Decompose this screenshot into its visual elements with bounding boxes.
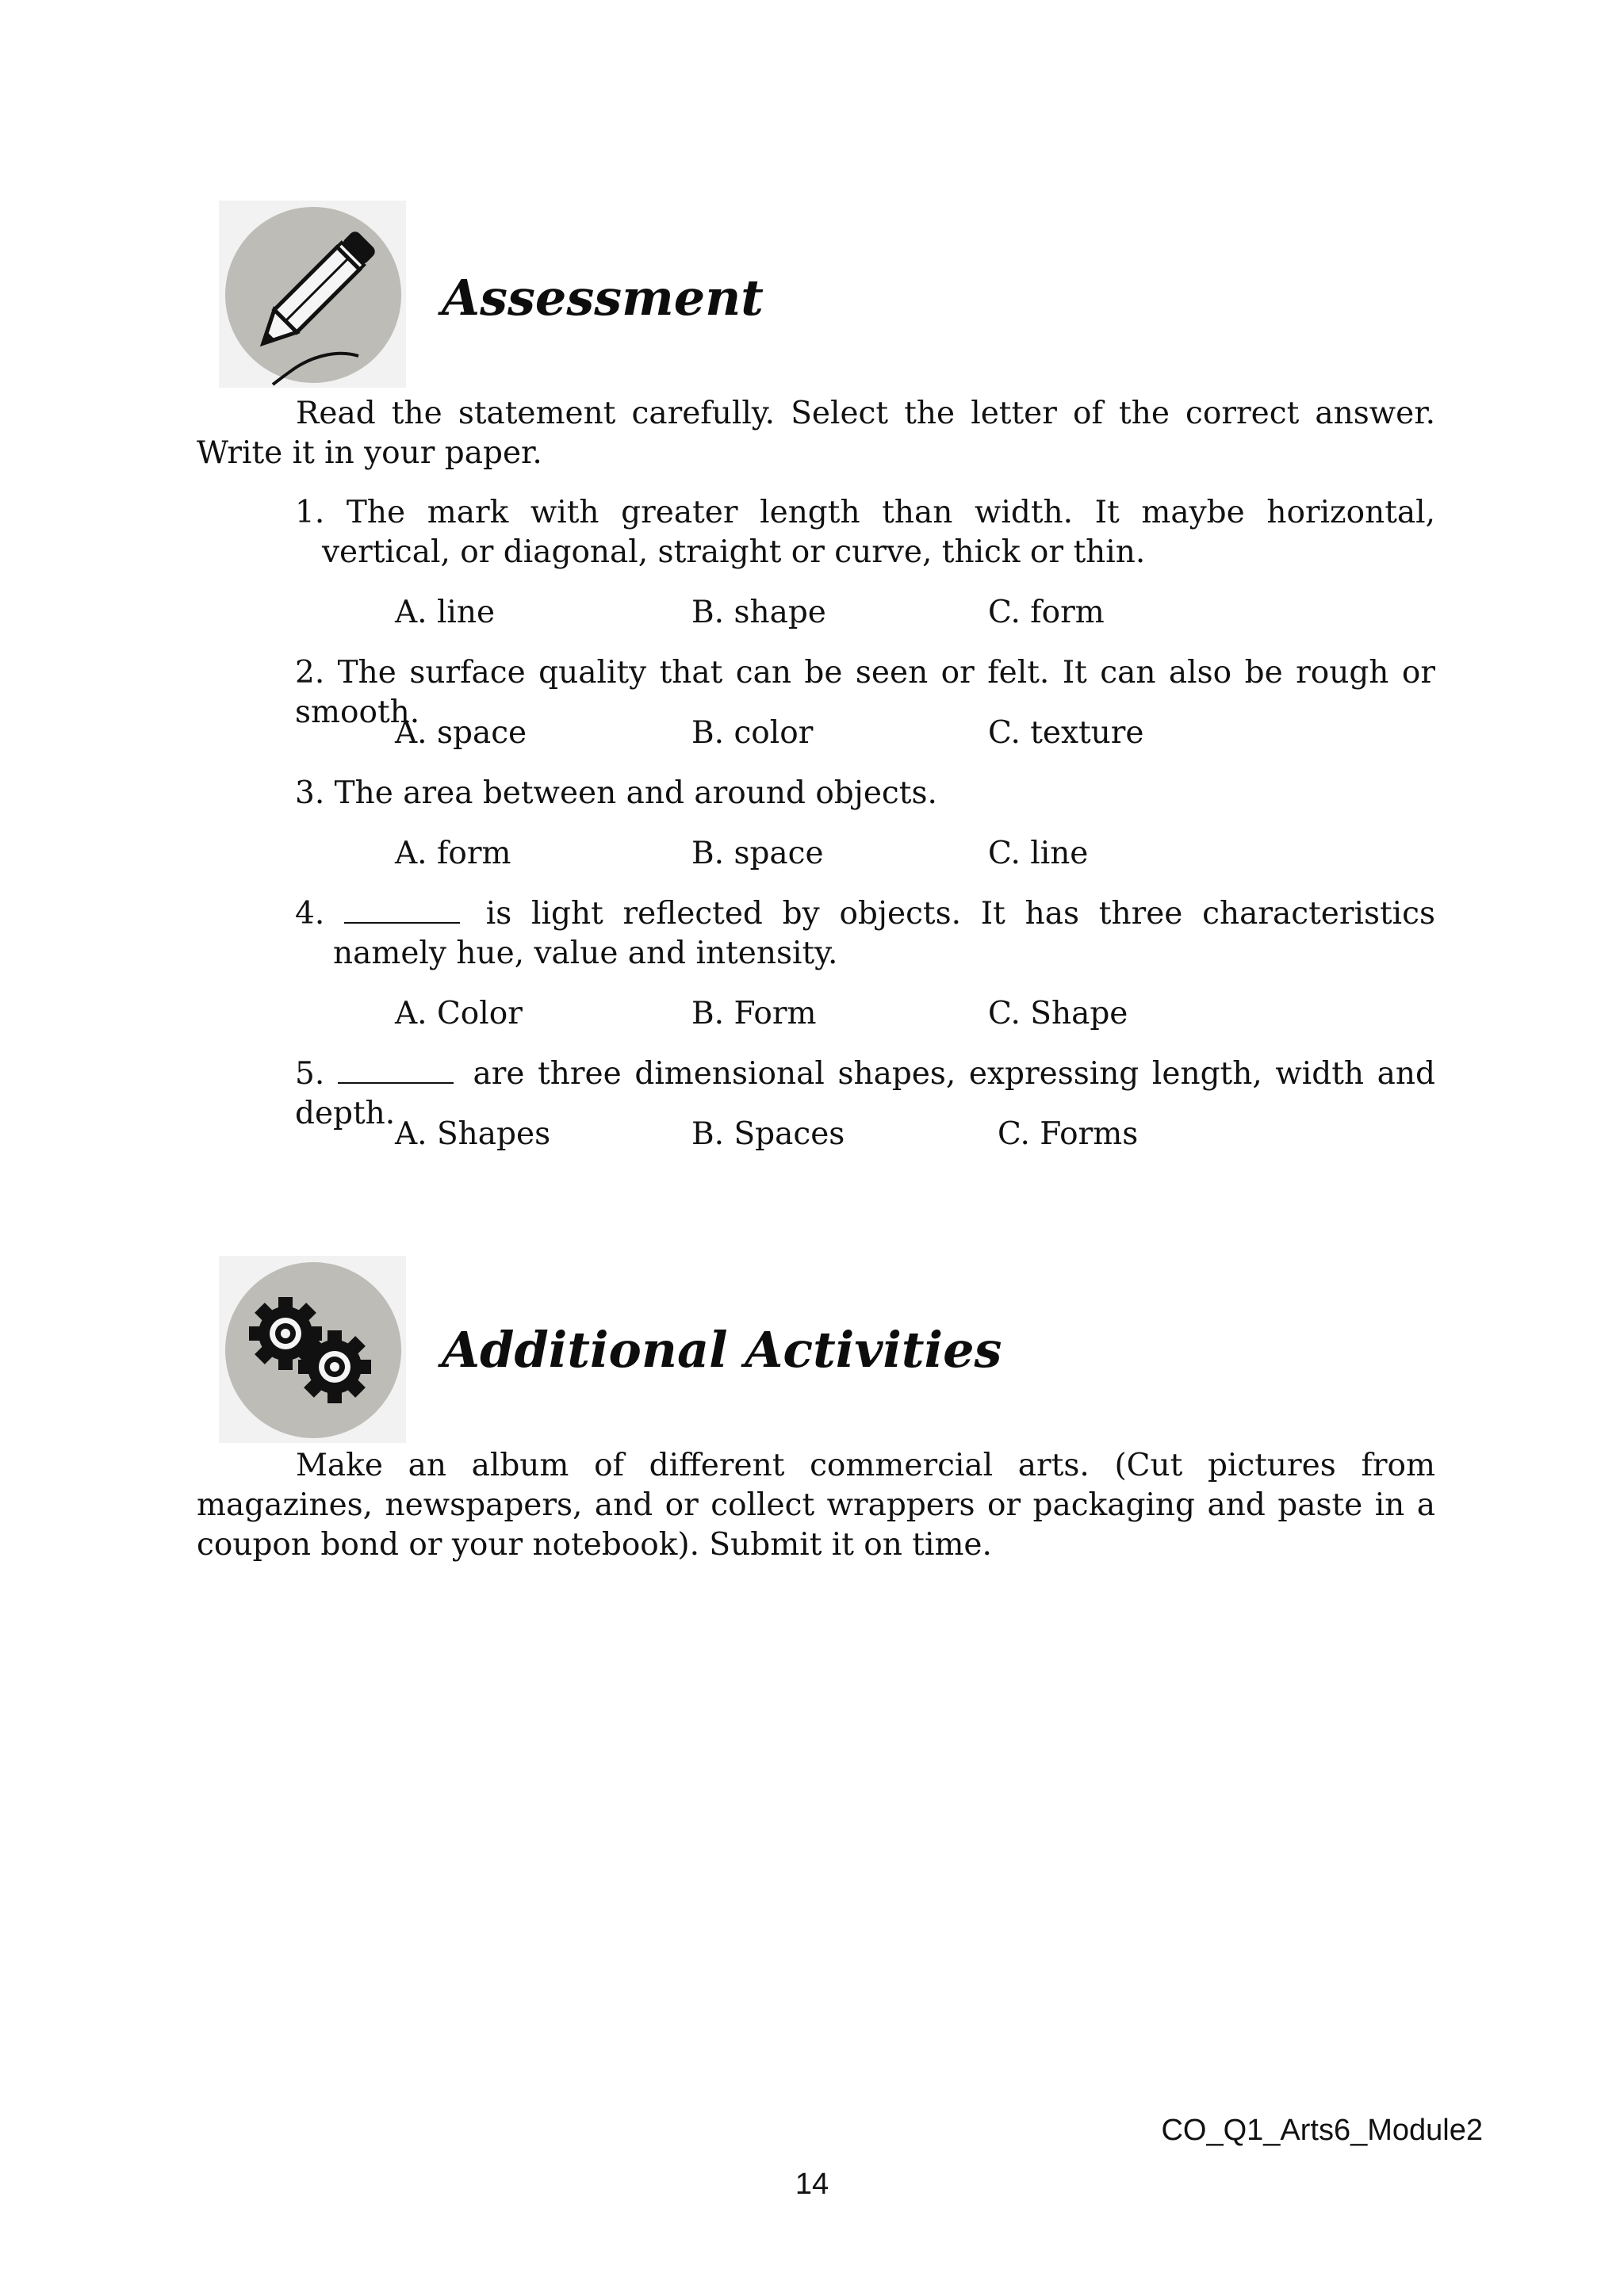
question-3-choice-b: B. space <box>691 836 824 871</box>
question-2-choice-c: C. texture <box>988 715 1144 751</box>
question-1-choice-a: A. line <box>395 595 496 630</box>
question-4-choice-a: A. Color <box>395 996 523 1031</box>
question-2-choice-a: A. space <box>395 715 527 751</box>
question-4-choice-c: C. Shape <box>988 996 1128 1031</box>
question-3-choice-a: A. form <box>395 836 511 871</box>
question-2-choice-b: B. color <box>691 715 814 751</box>
question-4-text: is light reflected by objects. It has three characteristics namely hue, value and intensity. <box>333 896 1435 971</box>
assessment-instructions: Read the statement carefully. Select the letter of the correct answer. Write it in your paper. <box>197 396 1435 471</box>
assessment-heading: Assessment <box>442 269 764 327</box>
additional-activities-text: Make an album of different commercial arts. (Cut pictures from magazines, newspapers, and or collect wrappers or packaging and paste in a coupon bond or your notebook). Submit it on time. <box>197 1448 1435 1563</box>
question-1-text: The mark with greater length than width. It maybe horizontal, vertical, or diagonal, straight or curve, thick or thin. <box>322 495 1435 570</box>
assessment-section-icon <box>219 201 406 388</box>
question-4-number: 4. <box>295 896 344 932</box>
page-number: 14 <box>795 2168 829 2201</box>
additional-section-icon <box>219 1256 406 1443</box>
answer-blank <box>344 895 460 924</box>
question-5-choice-a: A. Shapes <box>395 1116 551 1152</box>
question-3-text: The area between and around objects. <box>334 775 937 811</box>
question-5-number: 5. <box>295 1056 338 1092</box>
question-3-choice-c: C. line <box>988 836 1089 871</box>
question-4 <box>295 894 1435 974</box>
question-5-choice-c: C. Forms <box>998 1116 1139 1152</box>
question-1-number: 1. <box>295 495 347 530</box>
question-5-choice-b: B. Spaces <box>691 1116 845 1152</box>
question-3-number: 3. <box>295 775 335 811</box>
question-2-number: 2. <box>295 655 338 691</box>
pencil-icon <box>219 201 406 388</box>
question-1-choice-b: B. shape <box>691 595 826 630</box>
gears-icon <box>219 1256 406 1443</box>
question-5-text: are three dimensional shapes, expressing length, width and depth. <box>295 1056 1435 1131</box>
question-3 <box>295 774 1435 813</box>
question-1-choice-c: C. form <box>988 595 1105 630</box>
question-2-text: The surface quality that can be seen or felt. It can also be rough or smooth. <box>295 655 1435 730</box>
module-code: CO_Q1_Arts6_Module2 <box>1161 2114 1483 2147</box>
question-4-choice-b: B. Form <box>691 996 817 1031</box>
question-1 <box>295 493 1435 572</box>
answer-blank <box>338 1055 454 1084</box>
additional-activities-heading: Additional Activities <box>442 1321 1002 1379</box>
